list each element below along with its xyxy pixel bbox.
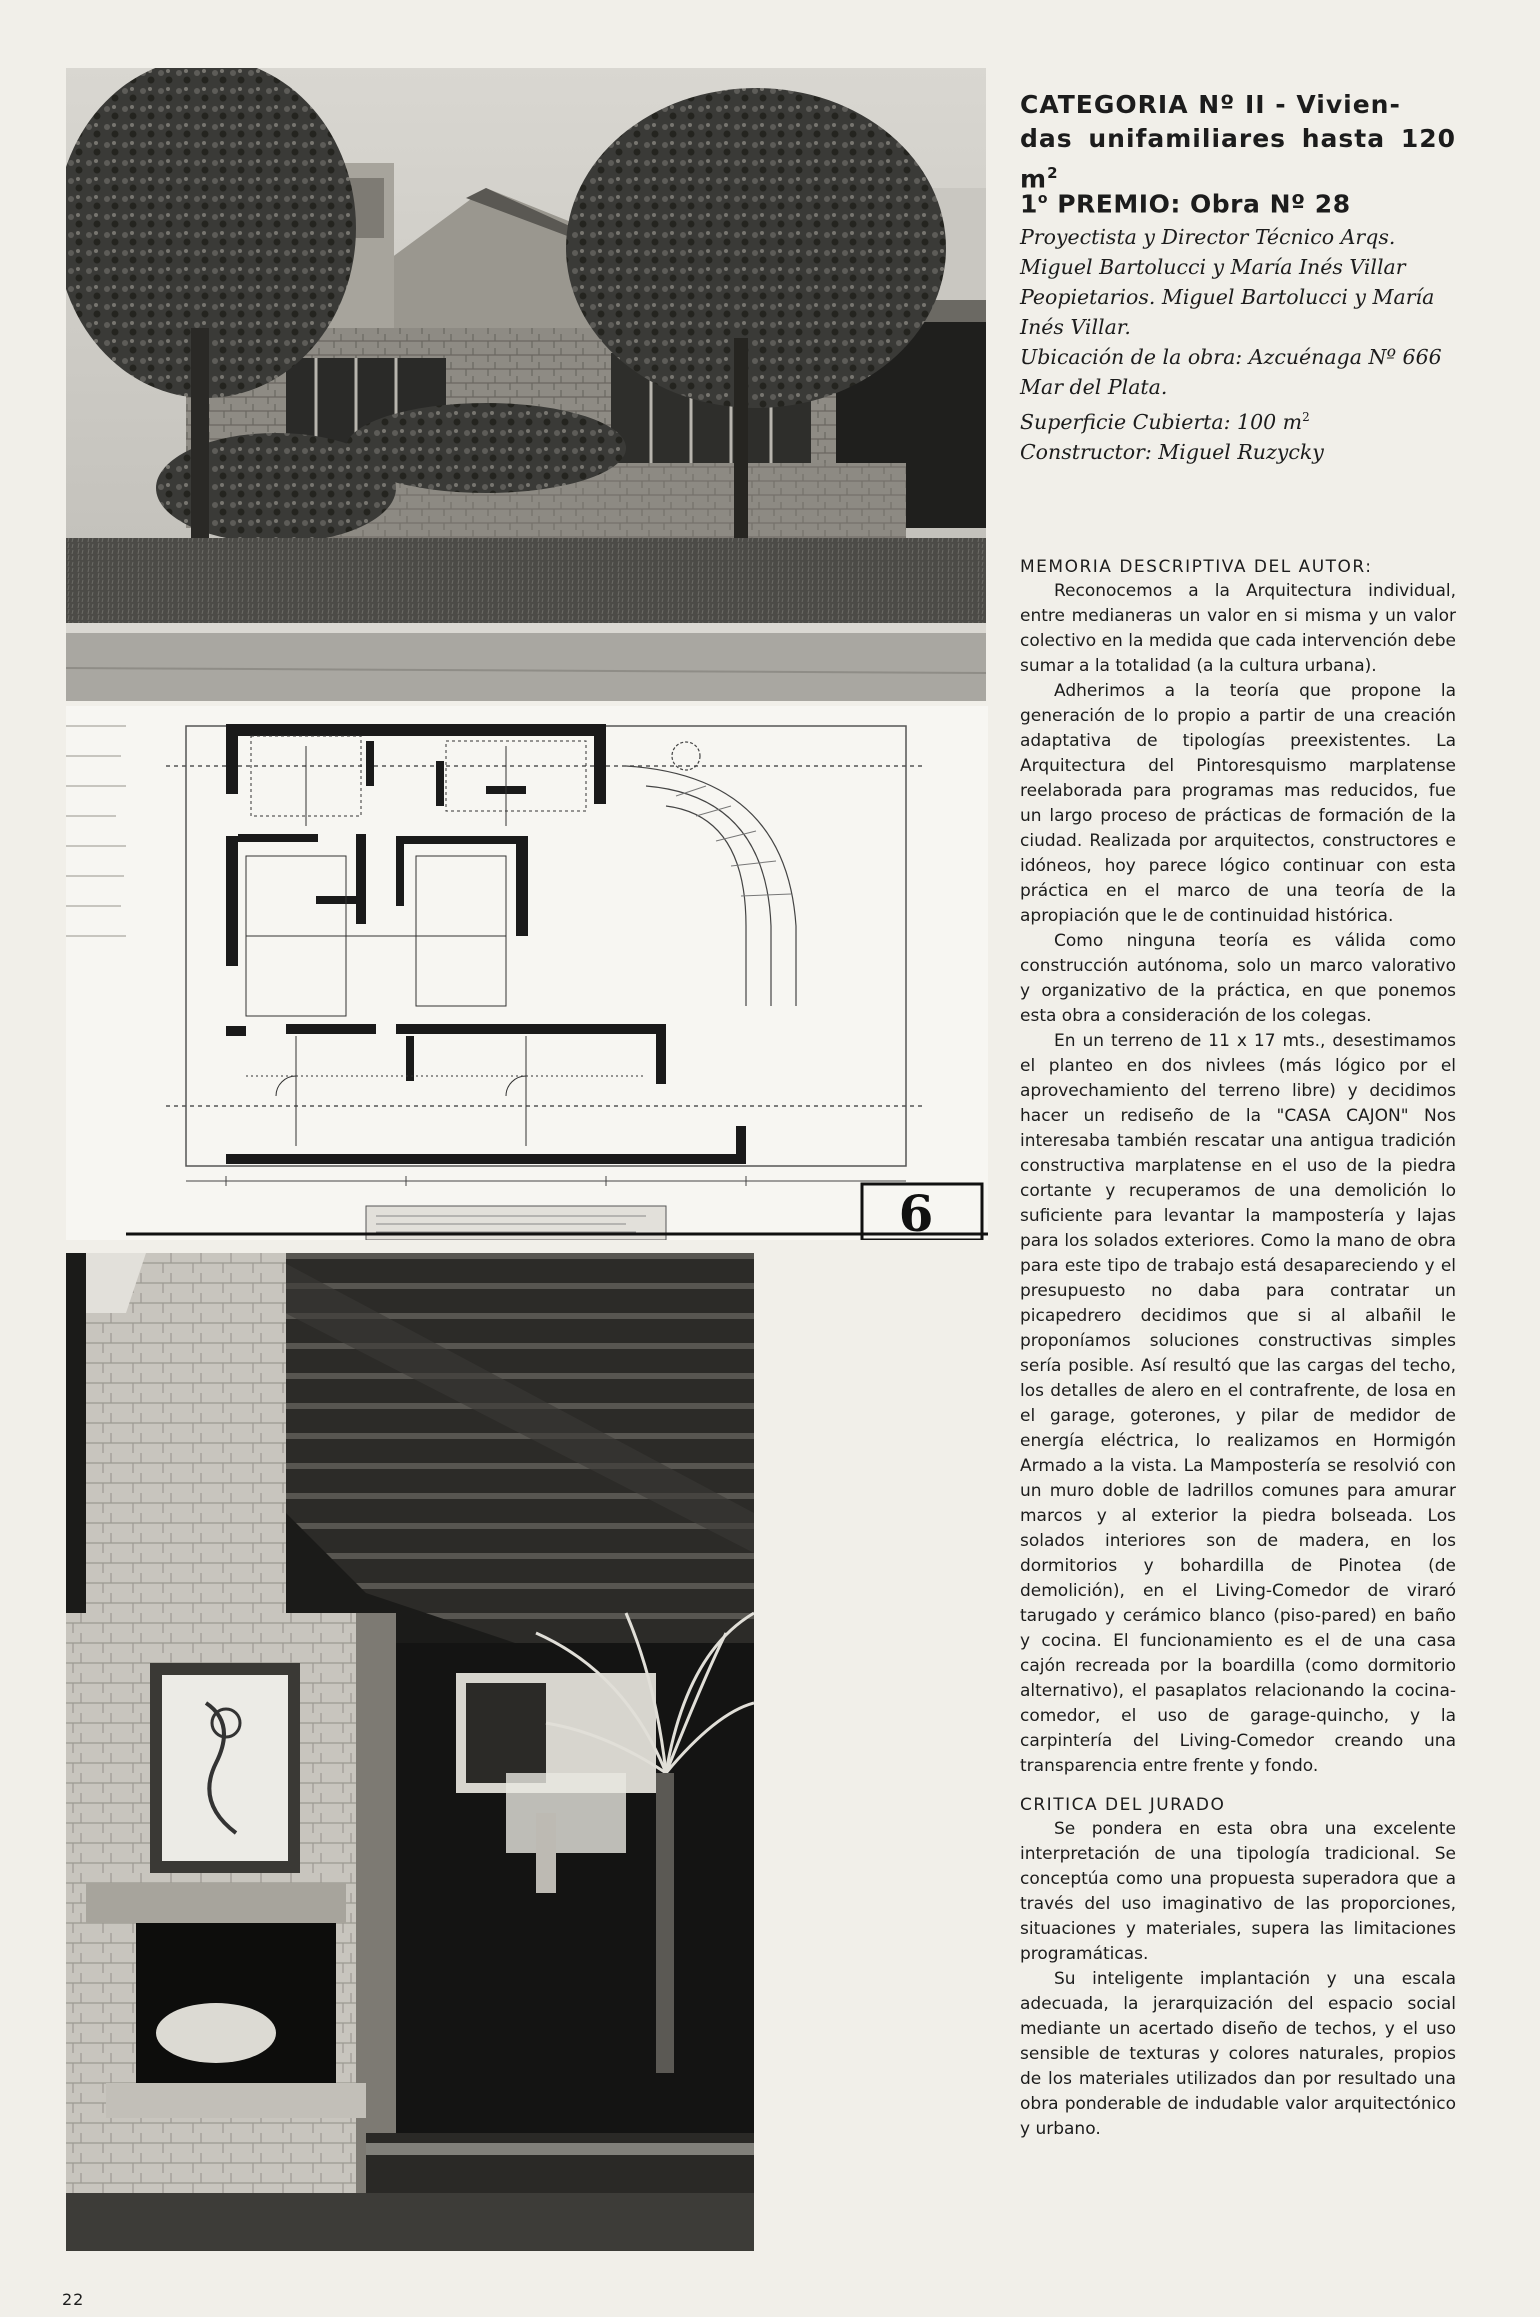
- credit-area-text: Superficie Cubierta: 100 m: [1020, 409, 1303, 434]
- interior-living-photo: [66, 1253, 754, 2251]
- category-line-1: CATEGORIA Nº II - Vivien-: [1020, 90, 1401, 119]
- floor-plan-image: [66, 706, 988, 1240]
- prize-ordinal: 1: [1020, 189, 1038, 219]
- critica-body: [1020, 1817, 1456, 2142]
- critica-paragraph: Su inteligente implantación y una escala adecuada, la jerarquización del espacio social mediante un acertado diseño de techos, y el uso sensible de texturas y colores naturales, propios de los materiales utilizados dan por resultado una obra ponderable de indudable valor arquitectónico y urbano.: [1020, 1969, 1456, 2139]
- credit-area: [1020, 402, 1456, 437]
- memoria-section: [1020, 557, 1456, 2142]
- memoria-body: [1020, 579, 1456, 1779]
- credit-builder: Constructor: Miguel Ruzycky: [1020, 439, 1324, 464]
- interior-image: [66, 1253, 754, 2251]
- memoria-heading: MEMORIA DESCRIPTIVA DEL AUTOR:: [1020, 557, 1373, 577]
- page-number: 22: [62, 2290, 85, 2309]
- credit-area-superscript: 2: [1302, 410, 1310, 424]
- house-exterior-image: [66, 68, 986, 701]
- plan-sheet-number: 6: [898, 1184, 934, 1240]
- memoria-paragraph: Adherimos a la teoría que propone la generación de lo propio a partir de una creación adaptativa de tipologías preexistentes. La Arquitectura del Pintoresquismo marplatense reelaborada para programas mas reducidos, fue un largo proceso de prácticas de formación de la ciudad. Realizada por arquitectos, constructores e idóneos, hoy parece lógico continuar con esta práctica en el marco de una teoría de la apropiación que le de continuidad histórica.: [1020, 681, 1456, 926]
- prize-label: PREMIO: Obra Nº 28: [1048, 189, 1351, 219]
- house-exterior-photo: [66, 68, 986, 701]
- critica-paragraph: Se pondera en esta obra una excelente interpretación de una tipología tradicional. Se conceptúa como una propuesta superadora que a través del uso imaginativo de las proporciones, situaciones y materiales, supera las limitaciones programáticas.: [1020, 1819, 1456, 1964]
- floor-plan-drawing: [66, 706, 988, 1240]
- credit-location: Ubicación de la obra: Azcuénaga Nº 666 Mar del Plata.: [1020, 345, 1442, 399]
- prize-ordinal-superscript: o: [1037, 191, 1049, 207]
- credit-owners: Peopietarios. Miguel Bartolucci y María Inés Villar.: [1020, 285, 1435, 339]
- category-title: [1020, 88, 1456, 196]
- category-line-2: das unifamiliares hasta 120 m: [1020, 124, 1456, 194]
- memoria-paragraph: Reconocemos a la Arquitectura individual, entre medianeras un valor en si misma y un valor colectivo en la medida que cada intervención debe sumar a la totalidad (a la cultura urbana).: [1020, 581, 1456, 676]
- critica-heading: CRITICA DEL JURADO: [1020, 1795, 1226, 1815]
- project-credits: [1020, 222, 1456, 467]
- memoria-paragraph: Como ninguna teoría es válida como construcción autónoma, solo un marco valorativo y organizativo de la práctica, en que ponemos esta obra a consideración de los colegas.: [1020, 931, 1456, 1026]
- prize-heading: [1020, 184, 1456, 219]
- credit-designers: Proyectista y Director Técnico Arqs. Miguel Bartolucci y María Inés Villar: [1020, 225, 1406, 279]
- memoria-paragraph: En un terreno de 11 x 17 mts., desestimamos el planteo en dos nivlees (más lógico por el aprovechamiento del terreno libre) y decidimos hacer un rediseño de la "CASA CAJON" Nos interesaba también rescatar una antigua tradición constructiva marplatense en el uso de la piedra cortante y recuperamos de una demolición lo suficiente para levantar la mampostería y lajas para los solados exteriores. Como la mano de obra para este tipo de trabajo está desapareciendo y el presupuesto no daba para contratar un picapedrero decidimos que si al albañil le proponíamos soluciones constructivas simples sería posible. Así resultó que las cargas del techo, los detalles de alero en el contrafrente, de losa en el garage, goterones, y pilar de medidor de energía eléctrica, lo realizamos en Hormigón Armado a la vista. La Mampostería se resolvió con un muro doble de ladrillos comunes para amurar marcos y al exterior la piedra bolseada. Los solados interiores son de madera, en los dormitorios y bohardilla de Pinotea (de demolición), en el Living-Comedor de viraró tarugado y cerámico blanco (piso-pared) en baño y cocina. El funcionamiento es el de una casa cajón recreada por la boardilla (como dormitorio alternativo), el pasaplatos relacionando la cocina-comedor, el uso de garage-quincho, y la carpintería del Living-Comedor creando una transparencia entre frente y fondo.: [1020, 1031, 1456, 1776]
- category-unit-superscript: 2: [1047, 164, 1059, 182]
